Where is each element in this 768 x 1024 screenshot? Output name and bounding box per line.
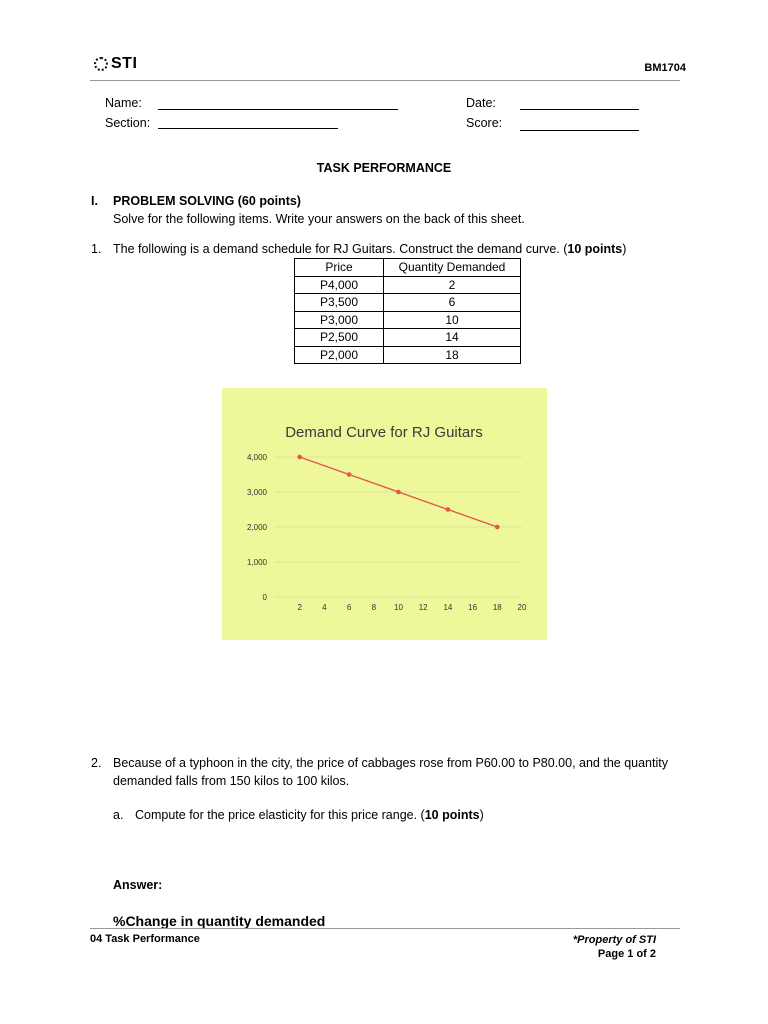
x-tick-label: 14	[443, 603, 453, 612]
y-tick-label: 3,000	[246, 488, 267, 497]
x-tick-label: 8	[371, 603, 377, 612]
date-label: Date:	[466, 96, 496, 110]
score-field[interactable]	[520, 130, 639, 131]
price-cell: P4,000	[295, 276, 384, 294]
date-field[interactable]	[520, 109, 639, 110]
name-field[interactable]	[158, 109, 398, 110]
y-axis-ticks	[247, 453, 268, 602]
price-cell: P3,500	[295, 294, 384, 312]
demand-schedule-table	[294, 258, 521, 364]
quantity-cell: 18	[384, 346, 521, 364]
footer-property: *Property of STI	[572, 934, 656, 946]
quantity-cell: 10	[384, 311, 521, 329]
footer-page: Page 1 of 2	[597, 948, 656, 960]
globe-icon	[94, 57, 108, 71]
x-tick-label: 16	[468, 603, 478, 612]
data-point	[495, 525, 500, 530]
y-tick-label: 0	[262, 593, 267, 602]
price-cell: P2,000	[295, 346, 384, 364]
quantity-header: Quantity Demanded	[384, 259, 521, 277]
data-point	[396, 490, 401, 495]
item2-line1: Because of a typhoon in the city, the price of cabbages rose from P60.00 to P80.00, and the quantity	[113, 756, 668, 770]
score-label: Score:	[466, 116, 503, 130]
quantity-cell: 2	[384, 276, 521, 294]
section-label: Section:	[105, 116, 151, 130]
table-row	[295, 276, 521, 294]
answer-label: Answer:	[113, 878, 163, 892]
x-tick-label: 6	[346, 603, 352, 612]
data-point	[446, 507, 451, 512]
x-tick-label: 18	[492, 603, 502, 612]
chart-svg	[222, 388, 547, 640]
item2-number: 2.	[91, 756, 102, 770]
table-row	[295, 329, 521, 347]
document-code: BM1704	[644, 62, 686, 74]
footer-right	[573, 933, 656, 961]
x-axis-ticks	[297, 603, 527, 612]
table-row	[295, 294, 521, 312]
header-divider	[90, 80, 680, 81]
x-tick-label: 20	[517, 603, 527, 612]
demand-curve-chart	[222, 388, 547, 640]
x-tick-label: 4	[322, 603, 327, 612]
section-field[interactable]	[158, 128, 338, 129]
formula-text: %Change in quantity demanded	[113, 913, 326, 929]
table-row	[295, 346, 521, 364]
part-instruction: Solve for the following items. Write your answers on the back of this sheet.	[113, 212, 525, 226]
item1-number: 1.	[91, 242, 102, 256]
price-cell: P2,500	[295, 329, 384, 347]
x-tick-label: 12	[418, 603, 428, 612]
quantity-cell: 6	[384, 294, 521, 312]
table-row	[295, 311, 521, 329]
chart-title: Demand Curve for RJ Guitars	[285, 424, 483, 441]
y-tick-label: 1,000	[246, 558, 267, 567]
item1-text: The following is a demand schedule for RJ Guitars. Construct the demand curve. (10 points)	[113, 242, 627, 256]
part-heading: PROBLEM SOLVING (60 points)	[113, 194, 301, 208]
chart-gridlines	[275, 457, 522, 597]
price-header: Price	[295, 259, 384, 277]
footer-divider	[90, 928, 680, 929]
data-point	[297, 455, 302, 460]
logo-text: STI	[111, 55, 138, 72]
item2-line2: demanded falls from 150 kilos to 100 kilos.	[113, 774, 350, 788]
item2a-text: Compute for the price elasticity for this price range. (10 points)	[135, 808, 484, 822]
sti-logo	[94, 55, 137, 73]
footer-course: 04 Task Performance	[90, 933, 200, 945]
data-point	[347, 472, 352, 477]
quantity-cell: 14	[384, 329, 521, 347]
price-cell: P3,000	[295, 311, 384, 329]
y-tick-label: 2,000	[246, 523, 267, 532]
page-title: TASK PERFORMANCE	[316, 161, 452, 175]
x-tick-label: 10	[394, 603, 403, 612]
item2a-label: a.	[113, 808, 124, 822]
y-tick-label: 4,000	[246, 453, 267, 462]
table-header-row	[295, 259, 521, 277]
name-label: Name:	[105, 96, 142, 110]
x-tick-label: 2	[297, 603, 302, 612]
part-numeral: I.	[91, 194, 98, 208]
